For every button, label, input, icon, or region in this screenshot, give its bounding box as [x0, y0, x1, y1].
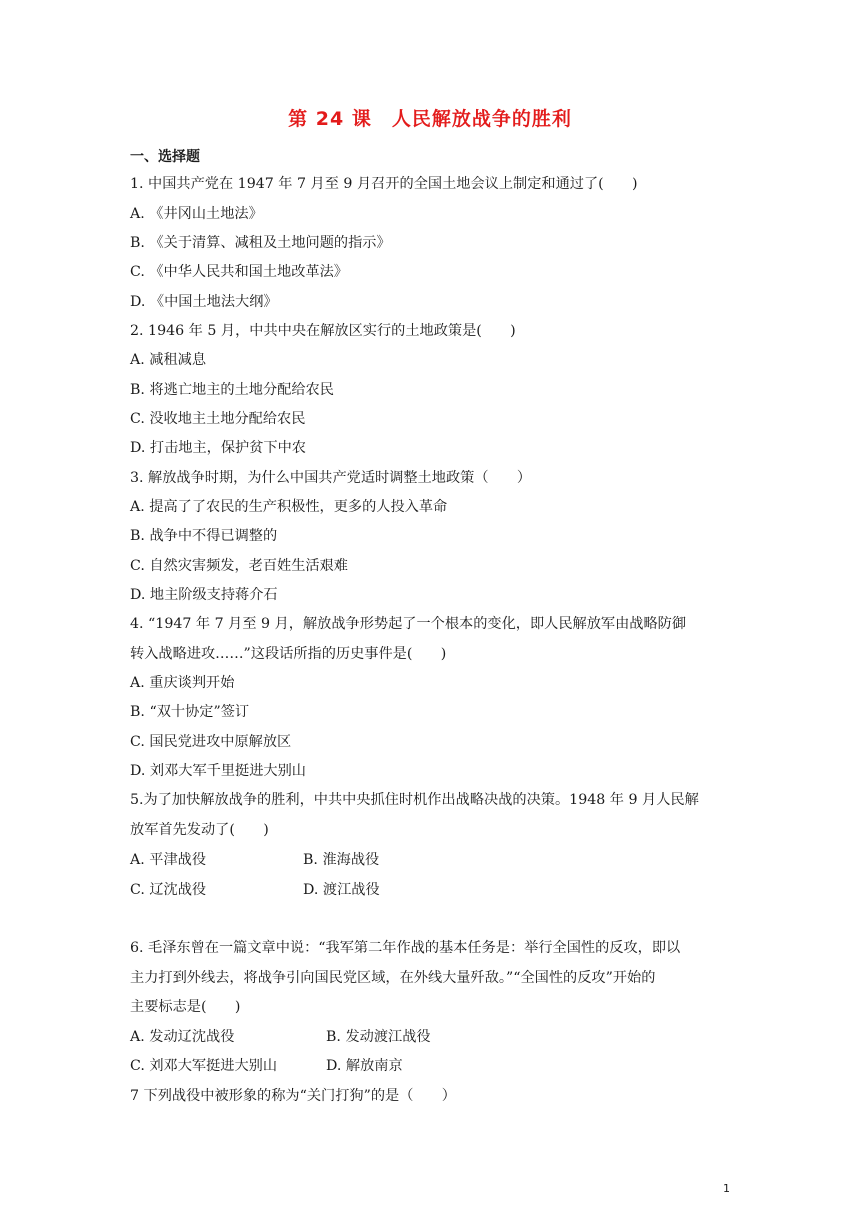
section-heading: 一、选择题 — [130, 149, 200, 165]
question-5-option-c: C. 辽沈战役 — [130, 882, 207, 898]
question-5-option-d: D. 渡江战役 — [303, 882, 380, 898]
question-3-option-b: B. 战争中不得已调整的 — [130, 528, 278, 544]
question-4-option-d: D. 刘邓大军千里挺进大别山 — [130, 763, 306, 779]
question-5-option-b: B. 淮海战役 — [303, 852, 380, 868]
question-6-option-b: B. 发动渡江战役 — [326, 1029, 431, 1045]
question-3-stem: 3. 解放战争时期，为什么中国共产党适时调整土地政策（ ） — [130, 470, 532, 486]
question-4-option-c: C. 国民党进攻中原解放区 — [130, 734, 292, 750]
question-2-stem: 2. 1946 年 5 月，中共中央在解放区实行的土地政策是( ) — [130, 323, 516, 339]
page-title: 第 24 课 人民解放战争的胜利 — [288, 108, 572, 130]
page-number: 1 — [723, 1182, 730, 1195]
question-1-option-c: C. 《中华人民共和国土地改革法》 — [130, 264, 348, 280]
question-1-stem: 1. 中国共产党在 1947 年 7 月至 9 月召开的全国土地会议上制定和通过了( ) — [130, 176, 638, 192]
question-6-option-d: D. 解放南京 — [326, 1058, 403, 1074]
question-3-option-c: C. 自然灾害频发，老百姓生活艰难 — [130, 558, 348, 574]
question-6-option-c: C. 刘邓大军挺进大别山 — [130, 1058, 278, 1074]
question-4-stem-line-2: 转入战略进攻……”这段话所指的历史事件是( ) — [130, 646, 447, 662]
question-4-option-a: A. 重庆谈判开始 — [130, 675, 235, 691]
question-1-option-b: B. 《关于清算、减租及土地问题的指示》 — [130, 235, 391, 251]
question-6-stem-line-3: 主要标志是( ) — [130, 999, 241, 1015]
question-2-option-a: A. 减租减息 — [130, 352, 207, 368]
question-2-option-c: C. 没收地主土地分配给农民 — [130, 411, 306, 427]
question-4-stem-line-1: 4. “1947 年 7 月至 9 月，解放战争形势起了一个根本的变化，即人民解放军由战略防御 — [130, 616, 687, 632]
question-2-option-d: D. 打击地主，保护贫下中农 — [130, 440, 306, 456]
question-3-option-d: D. 地主阶级支持蒋介石 — [130, 587, 278, 603]
question-3-option-a: A. 提高了了农民的生产积极性，更多的人投入革命 — [130, 499, 448, 515]
question-7-stem: 7 下列战役中被形象的称为“关门打狗”的是（ ） — [130, 1088, 456, 1104]
question-6-stem-line-1: 6. 毛泽东曾在一篇文章中说：“我军第二年作战的基本任务是：举行全国性的反攻，即以 — [130, 940, 681, 956]
question-4-option-b: B. “双十协定”签订 — [130, 704, 250, 720]
question-5-option-a: A. 平津战役 — [130, 852, 207, 868]
question-1-option-a: A. 《井冈山土地法》 — [130, 206, 263, 222]
question-1-option-d: D. 《中国土地法大纲》 — [130, 294, 278, 310]
question-6-stem-line-2: 主力打到外线去，将战争引向国民党区域，在外线大量歼敌。”“全国性的反攻”开始的 — [130, 970, 656, 986]
question-5-stem-line-2: 放军首先发动了( ) — [130, 822, 269, 838]
question-6-option-a: A. 发动辽沈战役 — [130, 1029, 235, 1045]
question-2-option-b: B. 将逃亡地主的土地分配给农民 — [130, 382, 334, 398]
question-5-stem-line-1: 5.为了加快解放战争的胜利，中共中央抓住时机作出战略决战的决策。1948 年 9 月人民解 — [130, 792, 699, 808]
